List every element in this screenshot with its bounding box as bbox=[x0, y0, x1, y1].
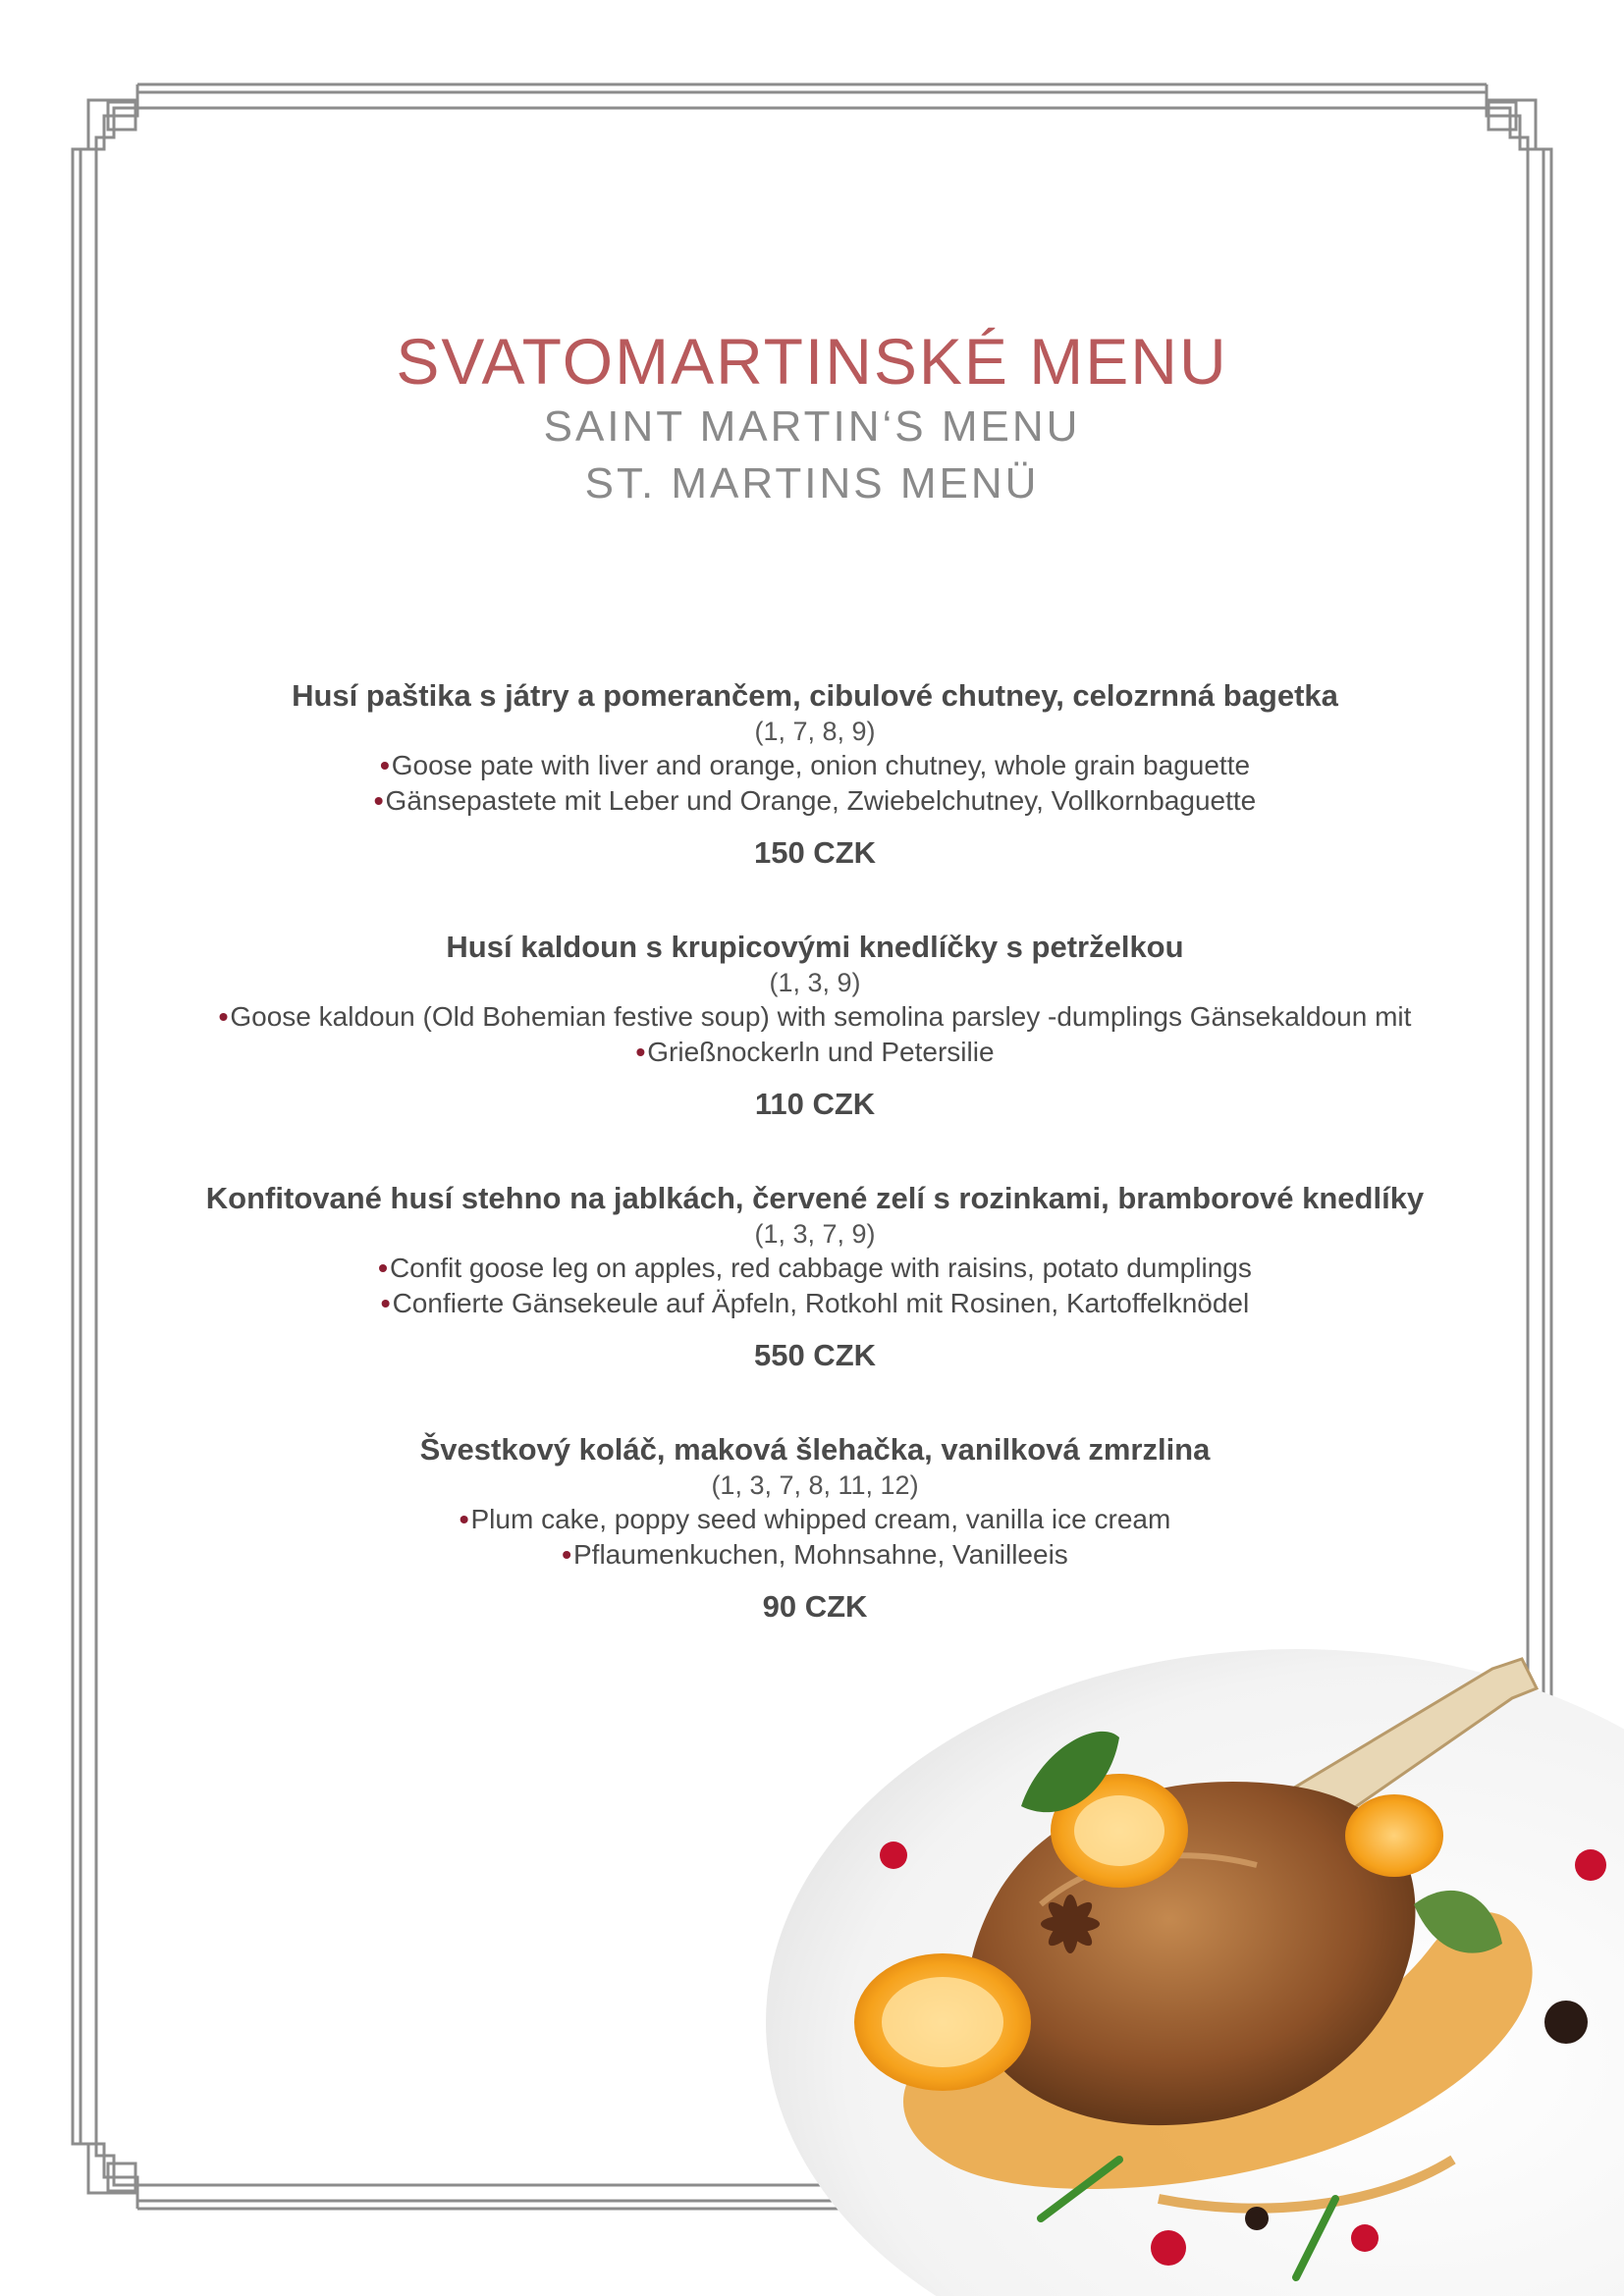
course-name: Švestkový koláč, maková šlehačka, vanilková zmrzlina bbox=[419, 1432, 1211, 1467]
bullet-dot: • bbox=[373, 785, 384, 816]
course-allergens: (1, 7, 8, 9) bbox=[754, 717, 876, 746]
roast-goose-plate-image bbox=[746, 1610, 1624, 2296]
course-allergens: (1, 3, 7, 9) bbox=[754, 1219, 876, 1249]
course-description-german: •Grießnockerln und Petersilie bbox=[635, 1037, 995, 1067]
course-name: Husí paštika s játry a pomerančem, cibulové chutney, celozrnná bagetka bbox=[292, 678, 1338, 713]
course-price: 150 CZK bbox=[753, 835, 877, 870]
bullet-dot: • bbox=[218, 1001, 229, 1032]
bullet-dot: • bbox=[379, 750, 390, 780]
menu-titles bbox=[0, 324, 1624, 512]
course-name: Konfitované husí stehno na jablkách, červené zelí s rozinkami, bramborové knedlíky bbox=[205, 1181, 1425, 1215]
bullet-dot: • bbox=[378, 1253, 388, 1283]
title-czech: SVATOMARTINSKÉ MENU bbox=[396, 325, 1228, 398]
title-german: ST. MARTINS MENÜ bbox=[584, 459, 1040, 507]
course-price: 550 CZK bbox=[753, 1338, 877, 1372]
course-description-english: •Goose kaldoun (Old Bohemian festive soup) with semolina parsley -dumplings Gänsekaldoun mit bbox=[218, 1001, 1412, 1032]
bullet-dot: • bbox=[380, 1288, 391, 1318]
course-allergens: (1, 3, 9) bbox=[769, 968, 861, 997]
course-price: 110 CZK bbox=[754, 1087, 876, 1121]
course-description-german: •Pflaumenkuchen, Mohnsahne, Vanilleeis bbox=[562, 1539, 1068, 1570]
course-description-english: •Goose pate with liver and orange, onion chutney, whole grain baguette bbox=[379, 750, 1251, 780]
course-description-english: •Confit goose leg on apples, red cabbage with raisins, potato dumplings bbox=[378, 1253, 1252, 1283]
course-price: 90 CZK bbox=[762, 1589, 868, 1624]
course-name: Husí kaldoun s krupicovými knedlíčky s petrželkou bbox=[446, 930, 1184, 964]
bullet-dot: • bbox=[459, 1504, 469, 1534]
bullet-dot: • bbox=[635, 1037, 646, 1067]
course-description-german: •Gänsepastete mit Leber und Orange, Zwiebelchutney, Vollkornbaguette bbox=[373, 785, 1257, 816]
course-2 bbox=[118, 929, 1512, 1123]
course-4 bbox=[118, 1431, 1512, 1626]
course-list bbox=[118, 677, 1512, 1682]
course-description-german: •Confierte Gänsekeule auf Äpfeln, Rotkohl mit Rosinen, Kartoffelknödel bbox=[380, 1288, 1250, 1318]
course-1 bbox=[118, 677, 1512, 872]
bullet-dot: • bbox=[562, 1539, 571, 1570]
course-allergens: (1, 3, 7, 8, 11, 12) bbox=[711, 1470, 919, 1500]
course-3 bbox=[118, 1180, 1512, 1374]
course-description-english: •Plum cake, poppy seed whipped cream, vanilla ice cream bbox=[459, 1504, 1171, 1534]
title-english: SAINT MARTIN‘S MENU bbox=[543, 402, 1081, 451]
